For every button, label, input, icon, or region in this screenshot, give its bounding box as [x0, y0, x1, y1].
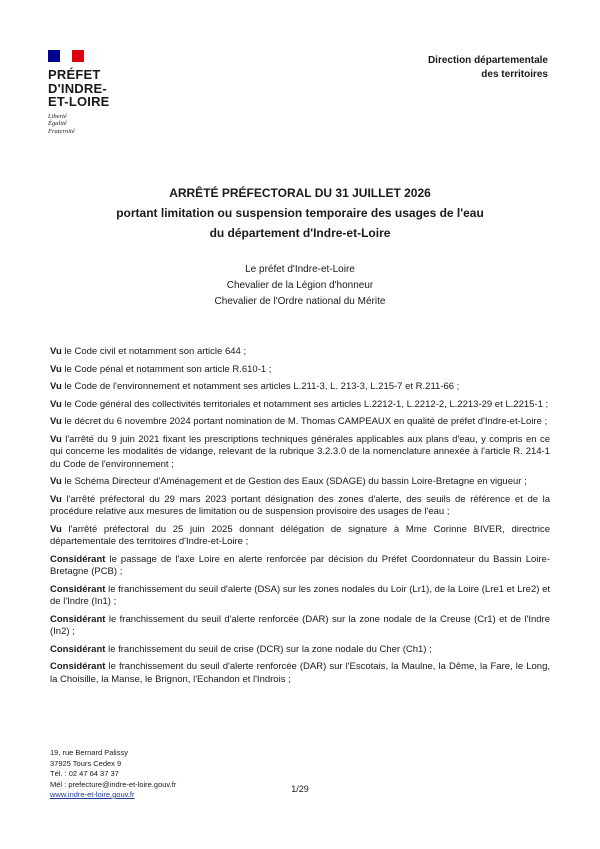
logo-line-3: ET-LOIRE	[48, 94, 110, 109]
logo-line-1: PRÉFET	[48, 67, 101, 82]
direction-line-2: des territoires	[481, 69, 548, 80]
clause-text: l'arrêté préfectoral du 29 mars 2023 portant désignation des zones d'alerte, des seuils de référence et de la procédure relative aux mesures de limitation ou de suspension provisoire des usages de l'eau ;	[50, 493, 550, 517]
clause-item	[50, 584, 550, 609]
clause-keyword: Vu	[50, 493, 62, 505]
clause-text: le Code de l'environnement et notamment ses articles L.211-3, L. 213-3, L.215-7 et R.211-66 ;	[61, 381, 460, 392]
prefet-line-2: Chevalier de la Légion d'honneur	[226, 280, 374, 291]
legal-clauses	[50, 346, 550, 691]
clause-item	[50, 494, 550, 519]
clause-keyword: Vu	[50, 398, 62, 410]
clause-keyword: Considérant	[50, 661, 106, 672]
prefecture-logo	[48, 50, 110, 135]
clause-keyword: Vu	[50, 476, 62, 487]
clause-keyword: Vu	[50, 416, 62, 427]
footer-email: Mél : prefecture@indre-et-loire.gouv.fr	[50, 779, 177, 789]
clause-text: le Code général des collectivités territoriales et notamment ses articles L.2212-1, L.2212-2, L.2213-29 et L.2215-1 ;	[61, 398, 549, 410]
footer-website-link[interactable]: www.indre-et-loire.gouv.fr	[50, 790, 135, 799]
clause-keyword: Considérant	[50, 553, 106, 565]
clause-keyword: Considérant	[50, 613, 106, 625]
clause-item	[50, 399, 550, 412]
clause-item	[50, 554, 550, 579]
prefet-line-1: Le préfet d'Indre-et-Loire	[245, 264, 355, 275]
clause-text: le passage de l'axe Loire en alerte renforcée par décision du Préfet Coordonnateur du Bassin Loire-Bretagne (PCB) ;	[50, 553, 550, 577]
clause-item	[50, 434, 550, 472]
footer-street: 19, rue Bernard Palissy	[50, 748, 128, 757]
title-line-3: du département d'Indre-et-Loire	[209, 226, 391, 240]
clause-keyword: Considérant	[50, 583, 106, 595]
document-title	[0, 183, 600, 243]
clause-text: le franchissement du seuil d'alerte (DSA) sur les zones nodales du Loir (Lr1), de la Loire (Lre1 et Lre2) et de l'Indre (In1) ;	[50, 583, 550, 607]
clause-keyword: Vu	[50, 363, 62, 375]
marianne-flag-icon	[48, 50, 84, 62]
prefet-block	[0, 262, 600, 310]
logo-line-2: D'INDRE-	[48, 80, 107, 96]
clause-item	[50, 364, 550, 377]
clause-text: le franchissement du seuil de crise (DCR) sur la zone nodale du Cher (Ch1) ;	[105, 643, 432, 655]
republic-motto	[48, 113, 110, 136]
clause-keyword: Vu	[50, 381, 62, 392]
clause-text: le décret du 6 novembre 2024 portant nomination de M. Thomas CAMPEAUX en qualité de préfet d'Indre-et-Loire ;	[61, 416, 548, 427]
clause-item	[50, 661, 550, 686]
clause-text: le franchissement du seuil d'alerte renforcée (DAR) sur la zone nodale de la Creuse (Cr1) et de l'Indre (In2) ;	[50, 613, 550, 637]
direction-line-1: Direction départementale	[427, 55, 548, 66]
logo-title	[48, 68, 110, 109]
clause-item	[50, 416, 550, 429]
clause-text: l'arrêté du 9 juin 2021 fixant les prescriptions techniques générales applicables aux plans d'eau, y compris en ce qui concerne les modalités de vidange, relevant de la rubrique 3.2.3.0 de la nomenclature annexée à l'article R. 214-1 du Code de l'environnement ;	[50, 433, 550, 470]
clause-keyword: Vu	[50, 346, 62, 357]
clause-item	[50, 644, 550, 657]
footer-city: 37925 Tours Cedex 9	[50, 758, 122, 768]
issuing-direction	[428, 54, 548, 82]
clause-item	[50, 476, 550, 489]
footer-phone: Tél. : 02 47 64 37 37	[50, 769, 119, 778]
prefet-line-3: Chevalier de l'Ordre national du Mérite	[214, 296, 386, 307]
clause-text: le Code civil et notamment son article 644 ;	[61, 346, 247, 357]
clause-text: l'arrêté préfectoral du 25 juin 2025 donnant délégation de signature à Mme Corinne BIVER, directrice départementale des territoires d'Indre-et-Loire ;	[50, 523, 550, 547]
clause-item	[50, 524, 550, 549]
clause-item	[50, 381, 550, 394]
clause-text: le Schéma Directeur d'Aménagement et de Gestion des Eaux (SDAGE) du bassin Loire-Bretagne en vigueur ;	[61, 476, 527, 487]
clause-keyword: Vu	[50, 523, 62, 535]
clause-text: le franchissement du seuil d'alerte renforcée (DAR) sur l'Escotais, la Maulne, la Dême, la Fare, le Long, la Choisille, la Manse, le Brignon, l'Echandon et l'Indrois ;	[50, 661, 550, 685]
motto-egalite: Égalité	[48, 120, 67, 127]
clause-item	[50, 614, 550, 639]
clause-item	[50, 346, 550, 359]
title-line-2: portant limitation ou suspension temporaire des usages de l'eau	[116, 206, 484, 220]
clause-text: le Code pénal et notamment son article R.610-1 ;	[61, 363, 272, 375]
motto-liberte: Liberté	[48, 112, 67, 120]
motto-fraternite: Fraternité	[48, 127, 75, 135]
page-number: 1/29	[291, 784, 309, 794]
title-line-1: ARRÊTÉ PRÉFECTORAL DU 31 JUILLET 2026	[169, 186, 431, 200]
clause-keyword: Vu	[50, 433, 62, 445]
clause-keyword: Considérant	[50, 643, 106, 655]
